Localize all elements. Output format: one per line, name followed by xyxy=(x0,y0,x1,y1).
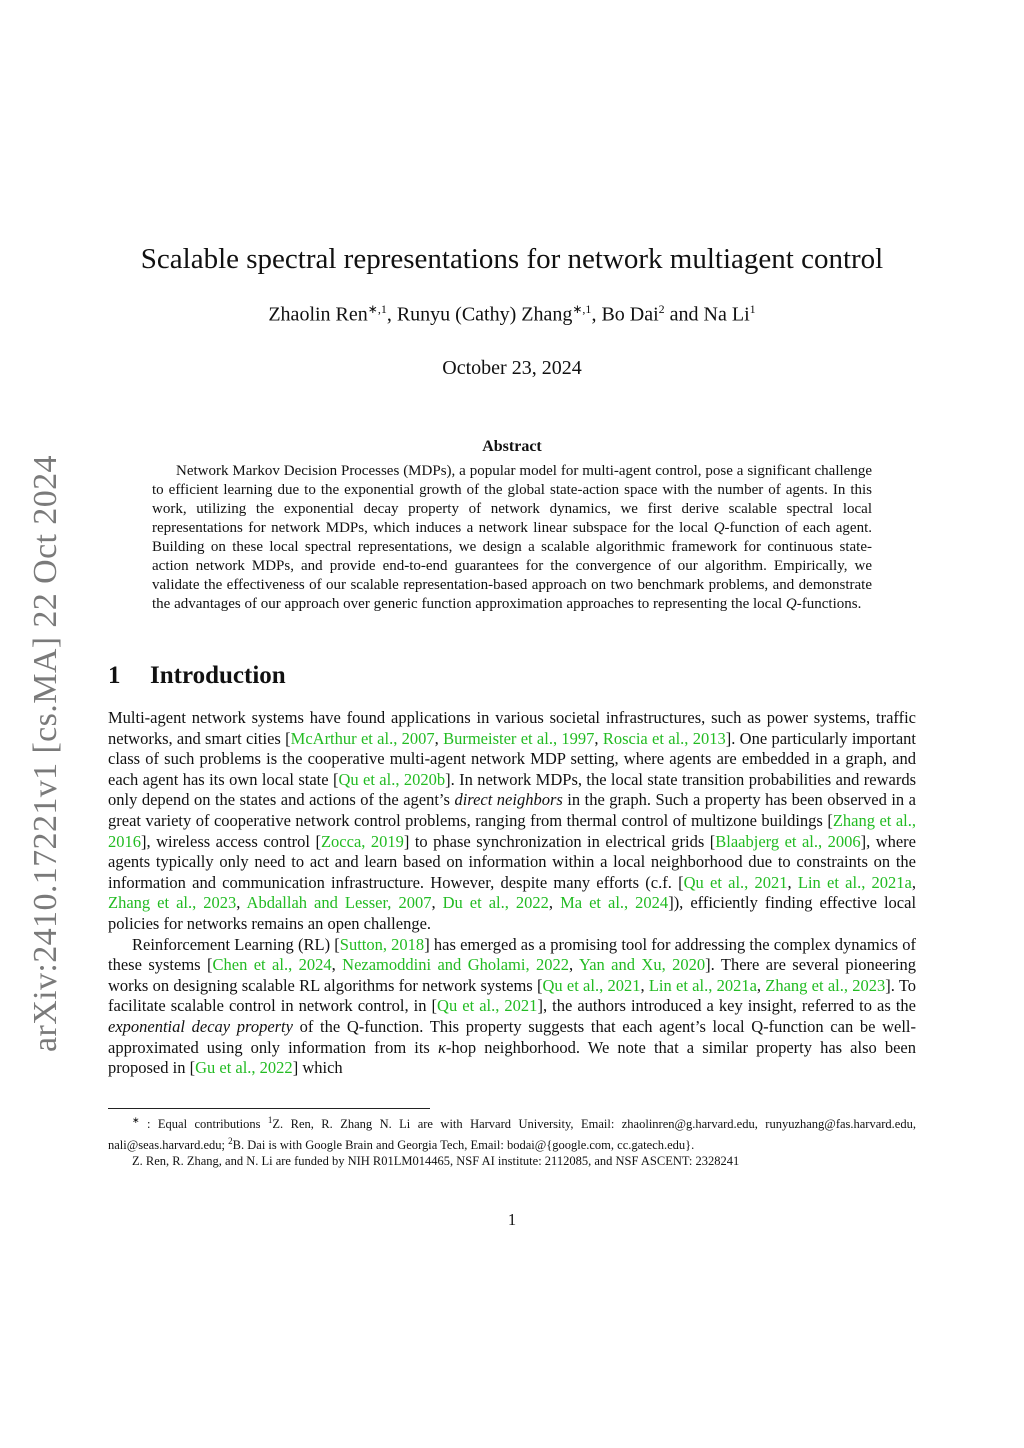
emphasized-text: exponential decay property xyxy=(108,1016,293,1036)
author-affiliation-mark: 1 xyxy=(749,302,756,316)
abstract-text: -function of each agent. Building on these local spectral representations, we design a scalable algorithmic framework for continuous state-action network MDPs, and provide end-to-end guarantees for the convergence of our algorithm. Empirically, we validate the effectiveness of our scalable representation-based approach on two benchmark problems, and demonstrate the advantages of our approach over generic function approximation approaches to representing the local xyxy=(152,520,873,612)
author-name: Na Li xyxy=(703,303,750,326)
body-text: ), efficiently finding effective local policies for networks remains an open challenge. xyxy=(108,893,917,933)
footnote xyxy=(108,1112,916,1153)
arxiv-identifier-stamp: arXiv:2410.17221v1 [cs.MA] 22 Oct 2024 xyxy=(27,455,64,1052)
citation-link[interactable]: McArthur et al., 2007 xyxy=(290,728,435,748)
footnote-mark: 1 xyxy=(267,1115,273,1125)
citation-link[interactable]: Zocca, 2019 xyxy=(320,831,404,851)
body-text: . To facilitate scalable control in network control, in xyxy=(108,975,917,1016)
math-symbol: κ xyxy=(437,1037,446,1057)
emphasized-text: direct neighbors xyxy=(454,790,563,810)
footnote-text: : Equal contributions xyxy=(139,1117,268,1132)
footnote-mark: 2 xyxy=(228,1135,233,1146)
body-text: Reinforcement Learning (RL) xyxy=(132,934,335,954)
author-name: Zhaolin Ren xyxy=(268,303,368,326)
body-text: has emerged as a promising tool for addressing the complex dynamics of these systems xyxy=(108,934,916,975)
author-name: Runyu (Cathy) Zhang xyxy=(396,303,573,326)
citation-link[interactable]: Du et al., 2022 xyxy=(442,893,549,913)
abstract-text: -functions. xyxy=(796,596,862,612)
author-affiliation-mark: ∗,1 xyxy=(572,302,592,316)
author-separator: , xyxy=(591,303,602,326)
footnote-mark: ∗ xyxy=(132,1115,140,1125)
abstract-body xyxy=(152,462,872,614)
citation-link[interactable]: Nezamoddini and Gholami, 2022 xyxy=(342,955,569,975)
body-text: -hop neighborhood. We note that a similar property has also been proposed in xyxy=(108,1037,917,1078)
citation-link[interactable]: Roscia et al., 2013 xyxy=(602,728,726,748)
citation-link[interactable]: Lin et al., 2021a xyxy=(797,872,912,892)
footnote xyxy=(108,1153,916,1170)
author-name: Bo Dai xyxy=(601,303,659,326)
citation-link[interactable]: Qu et al., 2020b xyxy=(338,769,446,789)
citation-link[interactable]: Burmeister et al., 1997 xyxy=(443,728,595,748)
citation-link[interactable]: Qu et al., 2021 xyxy=(683,872,788,892)
body-text: , the authors introduced a key insight, referred to as the xyxy=(542,996,916,1016)
paragraph: Multi-agent network systems have found applications in various societal infrastructures, such as power systems, traffic networks, and smart cities [McArthur et al., 2007, Burmeister et al., 1997, Roscia et al., 2013]. One particularly important class of such problems is the cooperative multi-agent network MDP setting, where agents are embedded in a graph, and each agent has its own local state [Qu et al., 2020b]. In network MDPs, the local state transition probabilities and rewards only depend on the states and actions of the agent’s direct neighbors in the graph. Such a property has been observed in a great variety of cooperative network control problems, ranging from thermal control of multizone buildings [Zhang et al., 2016], wireless access control [Zocca, 2019] to phase synchronization in electrical grids [Blaabjerg et al., 2006], where agents typically only need to act and learn based on information within a local neighborhood due to constraints on the information and communication infrastructure. However, despite many efforts (c.f. [Qu et al., 2021, Lin et al., 2021a, Zhang et al., 2023, Abdallah and Lesser, 2007, Du et al., 2022, Ma et al., 2024]), efficiently finding effective local policies for networks remains an open challenge. xyxy=(108,708,917,933)
author-affiliation-mark: ∗,1 xyxy=(367,302,387,316)
page-number: 1 xyxy=(507,1210,517,1229)
math-symbol: Q xyxy=(785,596,797,612)
citation-link[interactable]: Gu et al., 2022 xyxy=(195,1058,293,1078)
citation-link[interactable]: Lin et al., 2021a xyxy=(648,975,757,995)
paper-title: Scalable spectral representations for network multiagent control xyxy=(140,243,884,275)
citation-link[interactable]: Zhang et al., 2016 xyxy=(108,810,916,851)
citation-link[interactable]: Zhang et al., 2023 xyxy=(108,893,237,913)
section-title: Introduction xyxy=(150,662,286,689)
citation-link[interactable]: Zhang et al., 2023 xyxy=(765,975,886,995)
body-text: . One particularly important class of such problems is the cooperative multi-agent network MDP setting, where agents are embedded in a graph, and each agent has its own local state xyxy=(108,728,916,789)
paragraph: Reinforcement Learning (RL) [Sutton, 2018] has emerged as a promising tool for addressing the complex dynamics of these systems [Chen et al., 2024, Nezamoddini and Gholami, 2022, Yan and Xu, 2020]. There are several pioneering works on designing scalable RL algorithms for network systems [Qu et al., 2021, Lin et al., 2021a, Zhang et al., 2023]. To facilitate scalable control in network control, in [Qu et al., 2021], the authors introduced a key insight, referred to as the exponential decay property of the Q-function. This property suggests that each agent’s local Q-function can be well-approximated using only information from its κ-hop neighborhood. We note that a similar property has also been proposed in [Gu et al., 2022] which xyxy=(108,934,917,1078)
body-text: of the Q-function. This property suggests that each agent’s local Q-function can be well-approximated using only information from its xyxy=(108,1016,916,1057)
citation-link[interactable]: Qu et al., 2021 xyxy=(542,975,641,995)
math-symbol: Q xyxy=(713,520,725,536)
section-number: 1 xyxy=(108,662,121,689)
introduction-body xyxy=(108,708,916,1079)
body-text: which xyxy=(298,1058,343,1078)
body-text: , where agents typically only need to act and learn based on information within a local neighborhood due to constraints on the information and communication infrastructure. However, despite many efforts (c.f. xyxy=(108,831,916,892)
citation-link[interactable]: Chen et al., 2024 xyxy=(212,955,332,975)
body-text: in the graph. Such a property has been observed in a great variety of cooperative network control problems, ranging from thermal control of multizone buildings xyxy=(108,790,917,830)
citation-link[interactable]: Blaabjerg et al., 2006 xyxy=(715,831,861,851)
citation-link[interactable]: Ma et al., 2024 xyxy=(560,893,669,913)
body-text: to phase synchronization in electrical grids xyxy=(409,831,710,851)
body-text: . In network MDPs, the local state transition probabilities and rewards only depend on the states and actions of the agent’s xyxy=(108,769,916,810)
footnotes xyxy=(108,1112,916,1170)
author-list xyxy=(0,302,1024,327)
section-heading xyxy=(108,662,286,690)
citation-link[interactable]: Sutton, 2018 xyxy=(339,934,425,954)
footnote-text: Z. Ren, R. Zhang N. Li are with Harvard University, Email: zhaolinren@g.harvard.edu, runyuzhang@fas.harvard.edu, nali@seas.harvard.edu; xyxy=(108,1117,916,1152)
abstract-text: Network Markov Decision Processes (MDPs), a popular model for multi-agent control, pose a significant challenge to efficient learning due to the exponential growth of the global state-action space with the number of agents. In this work, utilizing the exponential decay property of network dynamics, we first derive scalable spectral local representations for network MDPs, which induces a network linear subspace for the local xyxy=(152,463,872,536)
footnote-text: B. Dai is with Google Brain and Georgia Tech, Email: bodai@{google.com, cc.gatech.edu}. xyxy=(232,1137,695,1152)
body-text: . There are several pioneering works on designing scalable RL algorithms for network systems xyxy=(108,955,916,995)
author-affiliation-mark: 2 xyxy=(658,302,665,316)
author-separator: and xyxy=(664,303,704,326)
footnote-divider xyxy=(108,1108,430,1109)
body-text: Multi-agent network systems have found applications in various societal infrastructures, such as power systems, traffic networks, and smart cities xyxy=(108,708,916,748)
citation-link[interactable]: Abdallah and Lesser, 2007 xyxy=(246,893,432,913)
citation-link[interactable]: Yan and Xu, 2020 xyxy=(578,955,706,975)
footnote-text: Z. Ren, R. Zhang, and N. Li are funded by NIH R01LM014465, NSF AI institute: 2112085, and NSF ASCENT: 2328241 xyxy=(132,1154,740,1169)
author-separator: , xyxy=(386,303,397,326)
citation-link[interactable]: Qu et al., 2021 xyxy=(437,996,538,1016)
publication-date: October 23, 2024 xyxy=(442,357,582,379)
abstract-heading: Abstract xyxy=(482,438,542,455)
body-text: , wireless access control xyxy=(146,831,316,851)
